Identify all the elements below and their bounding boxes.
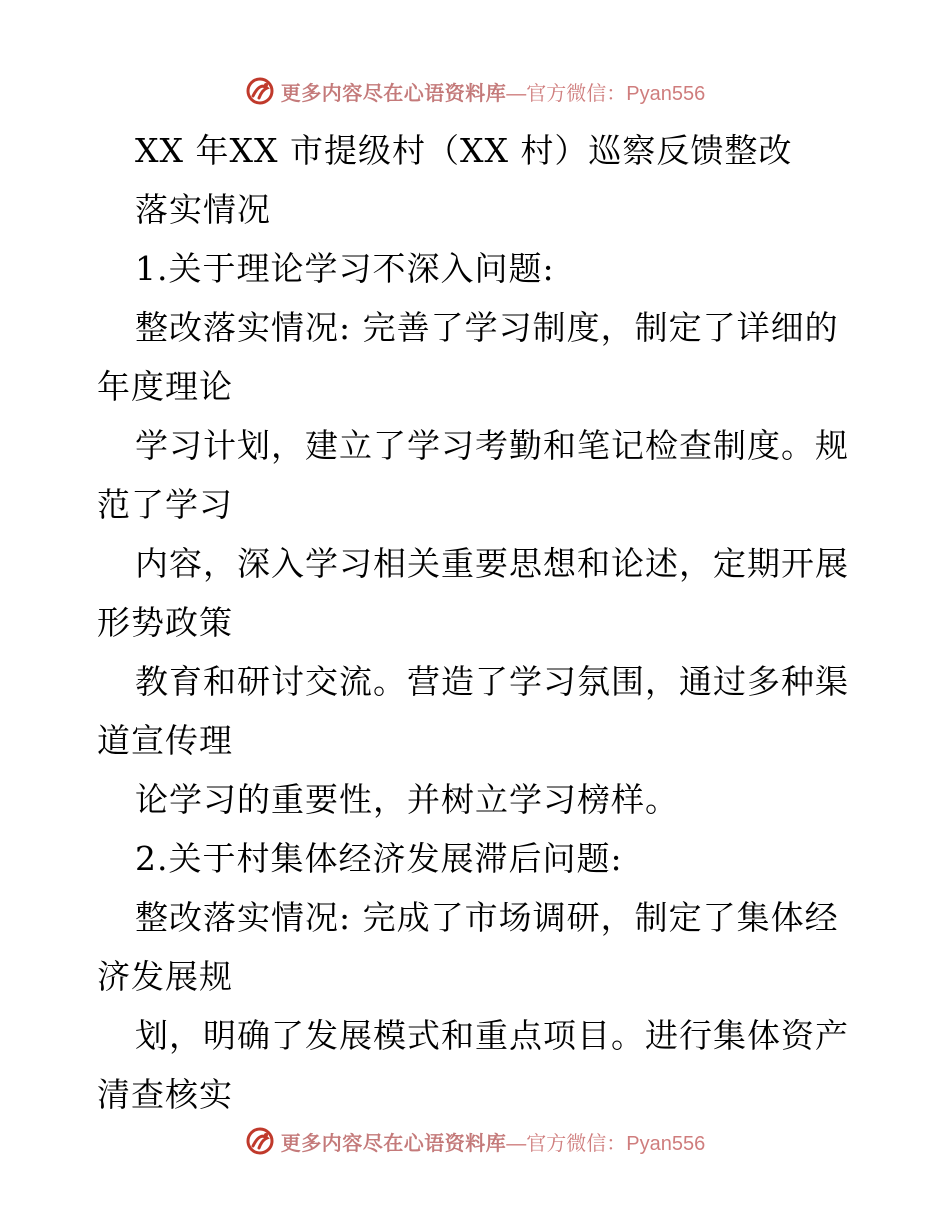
watermark-wechat: —官方微信：Pyan556: [506, 82, 706, 105]
text-line: 道宣传理: [97, 721, 233, 760]
text-line: 2.关于村集体经济发展滞后问题:: [135, 839, 623, 878]
text-line: 济发展规: [97, 957, 233, 996]
text-line: 教育和研讨交流。营造了学习氛围，通过多种渠: [135, 662, 849, 701]
text-line: 年度理论: [97, 367, 233, 406]
watermark-banner-bottom: [0, 1124, 950, 1158]
text-line: 整改落实情况: 完善了学习制度，制定了详细的: [135, 308, 839, 347]
text-line: 1.关于理论学习不深入问题:: [135, 249, 555, 288]
text-line: 内容，深入学习相关重要思想和论述，定期开展: [135, 544, 849, 583]
text-line: 范了学习: [97, 485, 233, 524]
watermark-site-name: 更多内容尽在心语资料库: [280, 80, 507, 105]
text-line: 整改落实情况: 完成了市场调研，制定了集体经: [135, 898, 839, 937]
text-line: 学习计划，建立了学习考勤和笔记检查制度。规: [135, 426, 849, 465]
text-line: 落实情况: [135, 190, 271, 229]
watermark-banner-top: [0, 74, 950, 108]
watermark-site-name: 更多内容尽在心语资料库: [280, 1130, 507, 1155]
red-swirl-logo-icon: [245, 76, 275, 106]
text-line: 论学习的重要性，并树立学习榜样。: [135, 780, 679, 819]
text-line: 形势政策: [97, 603, 233, 642]
text-line: 清查核实: [97, 1075, 233, 1114]
text-line: 划，明确了发展模式和重点项目。进行集体资产: [135, 1016, 849, 1055]
document-body: [97, 121, 857, 1124]
watermark-wechat: —官方微信：Pyan556: [506, 1132, 706, 1155]
red-swirl-logo-icon: [245, 1126, 275, 1156]
text-line: XX 年XX 市提级村（XX 村）巡察反馈整改: [135, 131, 793, 170]
